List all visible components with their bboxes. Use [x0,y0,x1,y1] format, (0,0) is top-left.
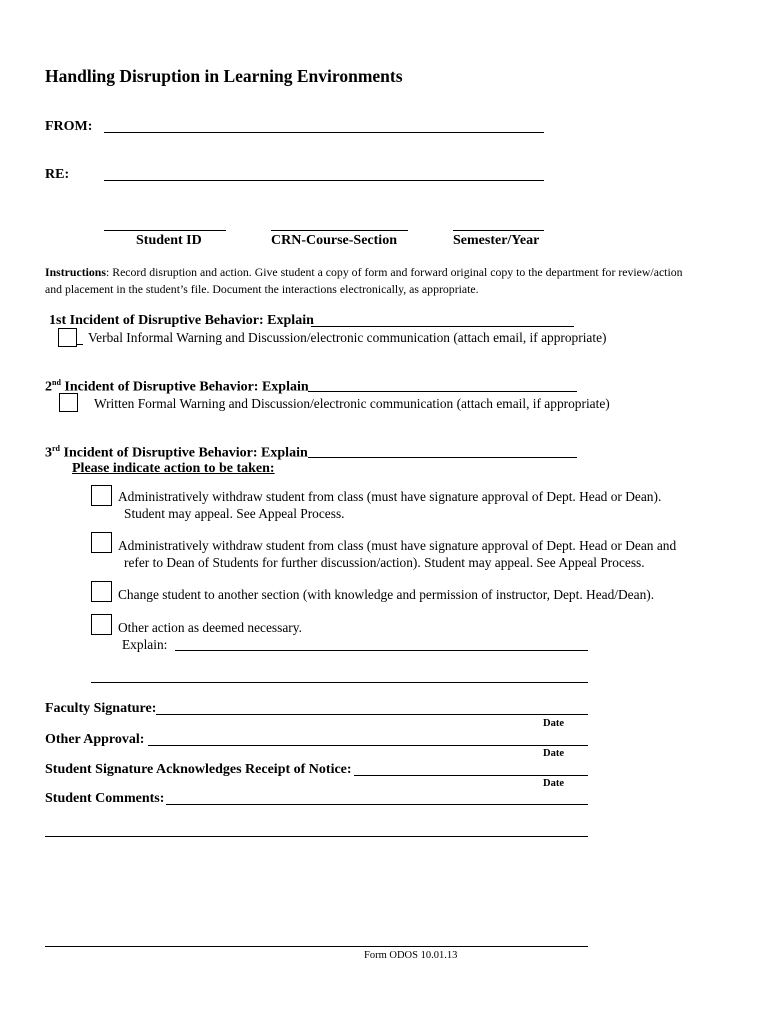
option4-explain-field[interactable] [175,650,588,651]
incident3-sup: rd [52,444,60,453]
re-field[interactable] [104,180,544,181]
footer-divider [45,946,588,947]
incident2-num: 2 [45,379,52,395]
option1-checkbox[interactable] [91,485,112,506]
incident3-explain-field[interactable] [308,457,577,458]
student-comments-field[interactable] [166,804,588,805]
re-label: RE: [45,167,70,182]
other-date-label: Date [543,748,564,759]
incident1-explain-field[interactable] [311,326,574,327]
other-approval-label: Other Approval: [45,732,145,747]
faculty-date-label: Date [543,718,564,729]
incident2-checkbox[interactable] [59,393,78,412]
option4-checkbox[interactable] [91,614,112,635]
semester-label: Semester/Year [453,233,540,248]
from-label: FROM: [45,119,93,134]
option2-line2: refer to Dean of Students for further discussion/action). Student may appeal. See Appeal Process. [124,555,645,570]
faculty-signature-label: Faculty Signature: [45,701,157,716]
page-title: Handling Disruption in Learning Environments [45,66,403,86]
option3-line1: Change student to another section (with knowledge and permission of instructor, Dept. Head/Dean). [118,587,655,602]
other-approval-field[interactable] [148,745,588,746]
student-date-label: Date [543,778,564,789]
instructions-text: : Record disruption and action. Give student a copy of form and forward original copy to the department for review/action and placement in the student’s file. Document the interactions electronically, as appropriate. [45,265,683,296]
student-id-field[interactable] [104,230,226,231]
student-signature-field[interactable] [354,775,588,776]
faculty-signature-field[interactable] [156,714,588,715]
incident3-heading-text: Incident of Disruptive Behavior: Explain [60,445,308,461]
incident3-heading [45,444,308,462]
student-comments-field-2[interactable] [45,836,588,837]
incident1-prefix: 1st [49,313,70,328]
incident2-heading [45,378,309,396]
incident1-heading-text: Incident of Disruptive Behavior: Explain [69,313,314,328]
option4-line1: Other action as deemed necessary. [118,620,302,635]
instructions-label: Instructions [45,265,106,279]
student-comments-label: Student Comments: [45,791,165,806]
option2-line1: Administratively withdraw student from class (must have signature approval of Dept. Head or Dean and [118,538,677,553]
incident3-num: 3 [45,445,52,461]
crn-label: CRN-Course-Section [271,233,397,248]
student-signature-label: Student Signature Acknowledges Receipt of Notice: [45,762,352,777]
option1-line1: Administratively withdraw student from class (must have signature approval of Dept. Head or Dean). [118,489,662,504]
incident2-sup: nd [52,378,61,387]
from-field[interactable] [104,132,544,133]
incident2-explain-field[interactable] [308,391,577,392]
incident1-checkbox-underline [77,344,83,345]
option2-checkbox[interactable] [91,532,112,553]
crn-field[interactable] [271,230,408,231]
option4-explain-label: Explain: [122,637,168,652]
form-id: Form ODOS 10.01.13 [364,950,458,961]
instructions [45,264,685,298]
incident3-indicate: Please indicate action to be taken: [72,461,275,476]
option4-explain-field-2[interactable] [91,682,588,683]
incident1-heading [49,313,314,329]
semester-field[interactable] [453,230,544,231]
incident1-action: Verbal Informal Warning and Discussion/electronic communication (attach email, if appropriate) [88,330,607,345]
student-id-label: Student ID [136,233,202,248]
incident2-heading-text: Incident of Disruptive Behavior: Explain [60,379,309,395]
incident2-action: Written Formal Warning and Discussion/electronic communication (attach email, if appropriate) [94,396,610,411]
incident1-checkbox[interactable] [58,328,77,347]
option1-line2: Student may appeal. See Appeal Process. [124,506,345,521]
option3-checkbox[interactable] [91,581,112,602]
